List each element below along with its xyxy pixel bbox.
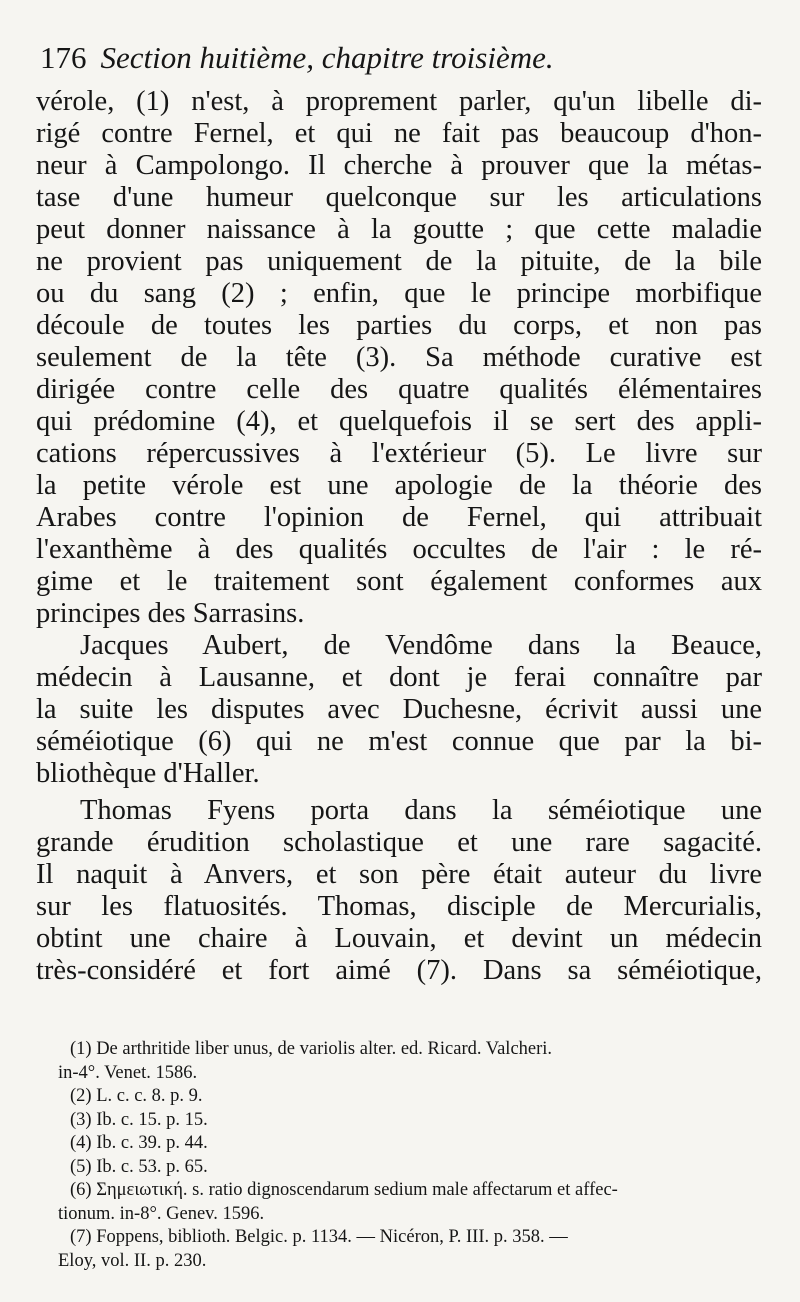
text-line: Jacques Aubert, de Vendôme dans la Beauce, (80, 630, 762, 661)
footnote-continuation: Eloy, vol. II. p. 230. (58, 1250, 207, 1271)
text-line: gime et le traitement sont également conformes aux (36, 566, 762, 597)
text-line: dirigée contre celle des quatre qualités élémentaires (36, 374, 762, 405)
footnote: (2) L. c. c. 8. p. 9. (70, 1086, 203, 1106)
text-line: l'exanthème à des qualités occultes de l'air : le ré- (36, 534, 762, 565)
text-line: Thomas Fyens porta dans la séméiotique une (80, 795, 762, 826)
text-line: cations répercussives à l'extérieur (5). Le livre sur (36, 438, 762, 469)
text-line: qui prédomine (4), et quelquefois il se sert des appli- (36, 406, 762, 437)
text-line: ou du sang (2) ; enfin, que le principe morbifique (36, 278, 762, 309)
text-line: la petite vérole est une apologie de la théorie des (36, 470, 762, 501)
footnotes (58, 1038, 770, 1273)
text-line: sur les flatuosités. Thomas, disciple de Mercurialis, (36, 891, 762, 922)
footnote: (4) Ib. c. 39. p. 44. (70, 1133, 208, 1153)
text-line: peut donner naissance à la goutte ; que cette maladie (36, 214, 762, 245)
running-title: Section huitième, chapitre troisième. (100, 40, 554, 75)
text-line: séméiotique (6) qui ne m'est connue que par la bi- (36, 726, 762, 757)
footnote: (1) De arthritide liber unus, de variolis alter. ed. Ricard. Valcheri. (70, 1039, 553, 1059)
text-line: ne provient pas uniquement de la pituite, de la bile (36, 246, 762, 277)
text-line: découle de toutes les parties du corps, et non pas (36, 310, 762, 341)
text-line: médecin à Lausanne, et dont je ferai connaître par (36, 662, 762, 693)
text-line: seulement de la tête (3). Sa méthode curative est (36, 342, 762, 373)
footnote: (3) Ib. c. 15. p. 15. (70, 1109, 208, 1130)
footnote-continuation: in-4°. Venet. 1586. (58, 1062, 198, 1083)
footnote-continuation: tionum. in-8°. Genev. 1596. (58, 1203, 265, 1224)
text-line: grande érudition scholastique et une rare sagacité. (36, 827, 762, 858)
text-line: la suite les disputes avec Duchesne, écrivit aussi une (36, 694, 762, 725)
page-number: 176 (40, 40, 87, 75)
text-line: rigé contre Fernel, et qui ne fait pas beaucoup d'hon- (36, 118, 762, 149)
text-line: Il naquit à Anvers, et son père était auteur du livre (36, 859, 762, 890)
text-line: très-considéré et fort aimé (7). Dans sa séméiotique, (36, 955, 762, 986)
text-line: bliothèque d'Haller. (36, 758, 260, 789)
text-line: neur à Campolongo. Il cherche à prouver que la métas- (36, 150, 762, 181)
footnote: (5) Ib. c. 53. p. 65. (70, 1156, 208, 1177)
page-header (40, 38, 780, 78)
text-line: vérole, (1) n'est, à proprement parler, qu'un libelle di- (36, 86, 762, 117)
text-line: tase d'une humeur quelconque sur les articulations (36, 182, 762, 213)
text-line: obtint une chaire à Louvain, et devint un médecin (36, 923, 762, 954)
text-line: Arabes contre l'opinion de Fernel, qui attribuait (36, 502, 762, 533)
footnote: (7) Foppens, biblioth. Belgic. p. 1134. — Nicéron, P. III. p. 358. — (70, 1227, 568, 1247)
footnote: (6) Σημειωτική. s. ratio dignoscendarum sedium male affectarum et affec- (70, 1180, 618, 1200)
text-line: principes des Sarrasins. (36, 598, 305, 629)
